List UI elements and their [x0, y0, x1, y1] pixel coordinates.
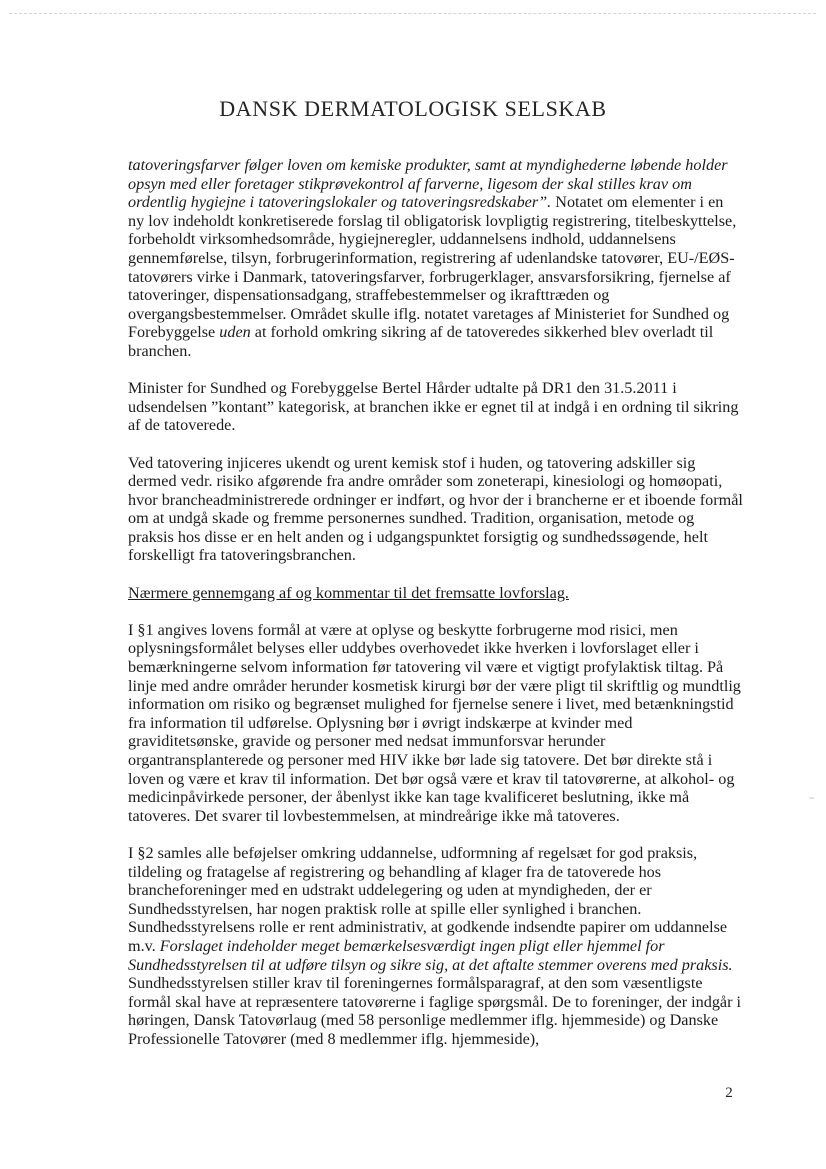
- document-title: DANSK DERMATOLOGISK SELSKAB: [219, 96, 607, 121]
- paragraph-tattoo-risk-text: Ved tatovering injiceres ukendt og urent kemisk stof i huden, og tatovering adskiller sig dermed vedr. risiko afgørende fra andre områder som zoneterapi, kinesiologi og homøopati, hvor brancheadministrerede ordninger er indført, og hvor der i brancherne er et iboende formål om at undgå skade og fremme personernes sundhed. Tradition, organisation, metode og praksis hos disse er en helt anden og i udgangspunktet forsigtig og sundhedssøgende, helt forskelligt fra tatoveringsbranchen.: [128, 453, 743, 565]
- paragraph-minister-statement: [128, 379, 743, 435]
- page-number: 2: [725, 1085, 733, 1101]
- emphasized-word-uden: uden: [219, 323, 251, 342]
- paragraph-section1: [128, 621, 743, 826]
- paragraph-notat-text-end: at forhold omkring sikring af de tatoveredes sikkerhed blev overladt til branchen.: [128, 323, 714, 360]
- paragraph-section2-text-end: Sundhedsstyrelsen stiller krav til foreningernes formålsparagraf, at den som væsentligste formål skal have at repræsentere tatovørerne i faglige spørgsmål. De to foreninger, der indgår i høringen, Dansk Tatovørlaug (med 58 personlige medlemmer iflg. hjemmeside) og Danske Professionelle Tatovører (med 8 medlemmer iflg. hjemmeside),: [128, 974, 742, 1048]
- paragraph-tattoo-risk: [128, 454, 743, 566]
- scan-artifact-dashed-line: [9, 13, 816, 14]
- paragraph-minister-text: Minister for Sundhed og Forebyggelse Bertel Hårder udtalte på DR1 den 31.5.2011 i udsendelsen ”kontant” kategorisk, at branchen ikke er egnet til at indgå i en ordning til sikring af de tatoverede.: [128, 379, 739, 435]
- paragraph-section2: [128, 844, 743, 1049]
- paragraph-notat-quote: [128, 156, 743, 361]
- scan-artifact-speck: [809, 797, 814, 799]
- document-body: [128, 156, 743, 1067]
- paragraph-section1-text: I §1 angives lovens formål at være at oplyse og beskytte forbrugerne mod risici, men oplysningsformålet belyses eller uddybes overhovedet ikke hverken i lovforslaget eller i bemærkningerne selvom information før tatovering vil være et vigtigt profylaktisk tiltag. På linje med andre områder herunder kosmetisk kirurgi bør der være pligt til skriftlig og mundtlig information om risiko og begrænset mulighed for fjernelse senere i livet, med betænkningstid fra information til udførelse. Oplysning bør i øvrigt indskærpe at kvinder med graviditetsønske, gravide og personer med nedsat immunforsvar herunder organtransplanterede og personer med HIV ikke bør lade sig tatovere. Det bør direkte stå i loven og være et krav til information. Det bør også være et krav til tatovørerne, at alkohol- og medicinpåvirkede personer, der åbenlyst ikke kan tage kvalificeret beslutning, ikke må tatoveres. Det svarer til lovbestemmelsen, at mindreårige ikke må tatoveres.: [128, 620, 741, 825]
- paragraph-section2-italic-note: Forslaget indeholder meget bemærkelsesværdigt ingen pligt eller hjemmel for Sundhedsstyrelsen til at udføre tilsyn og sikre sig, at det aftalte stemmer overens med praksis.: [128, 936, 733, 974]
- section-heading-line: [128, 584, 743, 603]
- section-heading: Nærmere gennemgang af og kommentar til det fremsatte lovforslag.: [128, 583, 569, 602]
- quote-continuation-italic: tatoveringsfarver følger loven om kemiske produkter, samt at myndighederne løbende holder opsyn med eller foretager stikprøvekontrol af farverne, ligesom der skal stilles krav om ordentlig hygiejne i tatoveringslokaler og tatoveringsredskaber”.: [128, 156, 728, 212]
- paragraph-notat-text: Notatet om elementer i en ny lov indeholdt konkretiserede forslag til obligatorisk lovpligtig registrering, titelbeskyttelse, forbeholdt virksomhedsområde, hygiejneregler, uddannelsens indhold, uddannelsens gennemførelse, tilsyn, forbrugerinformation, registrering af udenlandske tatovører, EU-/EØS-tatovørers virke i Danmark, tatoveringsfarver, forbrugerklager, ansvarsforsikring, fjernelse af tatoveringer, dispensationsadgang, straffebestemmelser og ikrafttræden og overgangsbestemmelser. Området skulle iflg. notatet varetages af Ministeriet for Sundhed og Forebyggelse: [128, 193, 737, 342]
- paragraph-section2-text: I §2 samles alle beføjelser omkring uddannelse, udformning af regelsæt for god praksis, tildeling og fratagelse af registrering og behandling af klager fra de tatoverede hos brancheforeninger med en udstrakt uddelegering og uden at myndigheden, der er Sundhedsstyrelsen, har nogen praktisk rolle at spille eller synlighed i branchen. Sundhedsstyrelsens rolle er rent administrativ, at godkende indsendte papirer om uddannelse m.v.: [128, 843, 728, 955]
